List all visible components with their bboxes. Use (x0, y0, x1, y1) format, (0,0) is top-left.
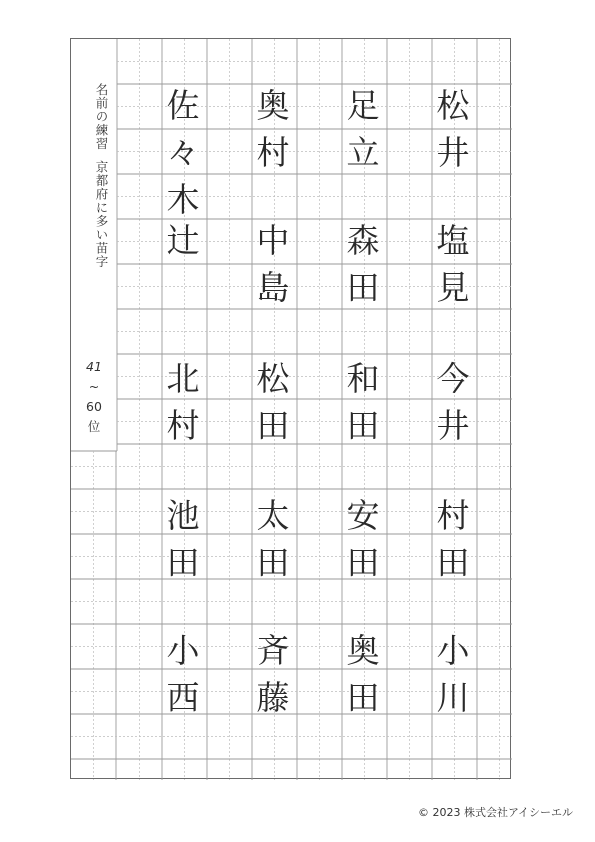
surname-kanji: 北 (166, 359, 200, 398)
surname-kanji: 今 (436, 359, 470, 398)
surname-kanji: 松 (256, 359, 290, 398)
surname-kanji: 藤 (256, 678, 290, 717)
title-line1: 名前の練習 (94, 83, 109, 151)
copyright-text: © 2023 株式会社アイシーエル (418, 806, 573, 819)
surname-kanji: 田 (166, 543, 200, 582)
surname-kanji: 田 (256, 406, 290, 445)
surname-kanji: 森 (346, 221, 380, 260)
surname-kanji: 田 (346, 406, 380, 445)
surname-kanji: 西 (166, 678, 200, 717)
surname-kanji: 村 (166, 406, 200, 445)
surname-kanji: 見 (436, 268, 470, 307)
surname-kanji: 田 (346, 543, 380, 582)
rank-start: 41 (86, 359, 102, 374)
surname-kanji: 奥 (256, 86, 290, 125)
surname-kanji: 川 (436, 678, 470, 717)
surname-kanji: 田 (256, 543, 290, 582)
surname-kanji: 村 (256, 133, 290, 172)
rank-end: 60 (86, 399, 102, 414)
title-line2: 京都府に多い苗字 (94, 160, 109, 269)
surname-kanji: 田 (346, 268, 380, 307)
title-column (71, 39, 117, 451)
surname-kanji: 奥 (346, 631, 380, 670)
rank-unit: 位 (87, 419, 101, 434)
surname-kanji: 小 (166, 631, 200, 670)
surname-kanji: 井 (436, 406, 470, 445)
surname-kanji: 斉 (256, 631, 290, 670)
surname-kanji: 田 (346, 678, 380, 717)
surname-kanji: 島 (256, 268, 290, 307)
surname-kanji: 佐 (166, 86, 200, 125)
rank-range (75, 357, 113, 437)
surname-kanji: 々 (166, 133, 200, 172)
practice-sheet (70, 38, 511, 779)
surname-kanji: 池 (166, 496, 200, 535)
rank-separator: ~ (88, 379, 100, 394)
title-text (78, 83, 110, 269)
surname-kanji: 太 (256, 496, 290, 535)
surname-kanji: 村 (436, 496, 470, 535)
surname-kanji: 安 (346, 496, 380, 535)
surname-kanji: 和 (346, 359, 380, 398)
surname-kanji: 辻 (166, 221, 200, 260)
surname-kanji: 井 (436, 133, 470, 172)
surname-kanji: 松 (436, 86, 470, 125)
surname-kanji: 木 (166, 180, 200, 219)
surname-kanji: 塩 (436, 221, 470, 260)
surname-kanji: 足 (346, 86, 380, 125)
surname-kanji: 立 (346, 133, 380, 172)
surname-kanji: 中 (256, 221, 290, 260)
surname-kanji: 田 (436, 543, 470, 582)
surname-kanji: 小 (436, 631, 470, 670)
